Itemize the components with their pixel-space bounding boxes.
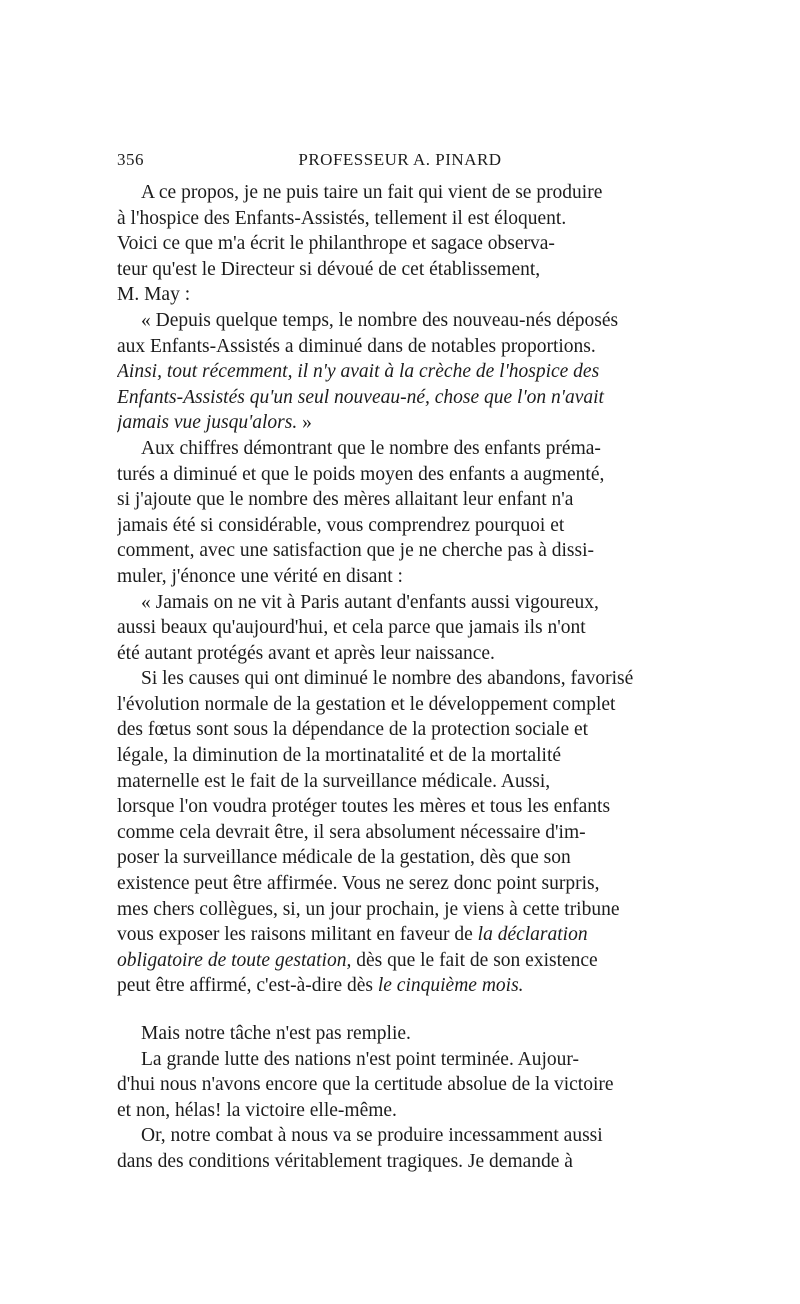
text-line: existence peut être affirmée. Vous ne serez donc point surpris, [117,873,600,895]
text-line: Ainsi, tout récemment, il n'y avait à la crèche de l'hospice des [117,361,600,383]
text-line: mes chers collègues, si, un jour prochain, je viens à cette tribune [117,898,620,920]
text-line: M. May : [117,284,191,306]
italic-text: la déclaration [477,924,588,946]
text-line: des fœtus sont sous la dépendance de la protection sociale et [117,719,589,741]
text-line: poser la surveillance médicale de la gestation, dès que son [117,847,571,869]
text-line: été autant protégés avant et après leur naissance. [117,642,495,664]
text-line: aux Enfants-Assistés a diminué dans de notables proportions. [117,335,596,357]
plain-text: peut être affirmé, c'est-à-dire dès [117,975,378,997]
text-line: légale, la diminution de la mortinatalité et de la mortalité [117,745,562,767]
text-line: Enfants-Assistés qu'un seul nouveau-né, chose que l'on n'avait [117,386,604,408]
text-line: et non, hélas! la victoire elle-même. [117,1099,397,1121]
text-line: Mais notre tâche n'est pas remplie. [141,1023,411,1044]
paragraph-gap [117,999,683,1021]
body-text [117,180,683,1175]
text-line: La grande lutte des nations n'est point terminée. Aujour- [141,1048,579,1070]
text-line: lorsque l'on voudra protéger toutes les mères et tous les enfants [117,796,611,818]
text-line [117,410,683,436]
text-line: Aux chiffres démontrant que le nombre des enfants préma- [141,437,601,459]
text-line: « Depuis quelque temps, le nombre des nouveau-nés déposés [141,309,619,331]
text-line: teur qu'est le Directeur si dévoué de cet établissement, [117,258,541,280]
italic-text: jamais vue jusqu'alors. [117,412,298,434]
text-line: dans des conditions véritablement tragiques. Je demande à [117,1150,573,1172]
text-line: « Jamais on ne vit à Paris autant d'enfants aussi vigoureux, [141,591,599,613]
text-line: à l'hospice des Enfants-Assistés, tellement il est éloquent. [117,207,567,229]
text-line: d'hui nous n'avons encore que la certitude absolue de la victoire [117,1074,614,1096]
text-line: muler, j'énonce une vérité en disant : [117,565,403,587]
text-line: comme cela devrait être, il sera absolument nécessaire d'im- [117,821,586,843]
running-head [117,150,683,174]
text-line: maternelle est le fait de la surveillance médicale. Aussi, [117,770,551,792]
italic-text: le cinquième mois. [377,975,524,997]
plain-text: vous exposer les raisons militant en faveur de [117,924,473,946]
running-title: PROFESSEUR A. PINARD [298,150,502,169]
text-line: aussi beaux qu'aujourd'hui, et cela parce que jamais ils n'ont [117,617,586,639]
text-line: Si les causes qui ont diminué le nombre des abandons, favorisé [141,668,634,690]
text-line: Or, notre combat à nous va se produire incessamment aussi [141,1125,603,1147]
text-line [117,922,683,948]
text-line: si j'ajoute que le nombre des mères allaitant leur enfant n'a [117,489,574,511]
text-line: comment, avec une satisfaction que je ne cherche pas à dissi- [117,540,595,562]
text-line [117,948,683,974]
text-line: Voici ce que m'a écrit le philanthrope et sagace observa- [117,233,555,255]
text-line [117,973,683,999]
plain-text: dès que le fait de son existence [351,949,598,971]
closing-quote: » [297,412,312,434]
text-line: l'évolution normale de la gestation et le développement complet [117,693,616,715]
page-number: 356 [117,150,144,169]
text-line: jamais été si considérable, vous comprendrez pourquoi et [117,514,565,536]
text-line: A ce propos, je ne puis taire un fait qui vient de se produire [141,182,603,203]
italic-text: obligatoire de toute gestation, [117,949,352,971]
text-line: turés a diminué et que le poids moyen des enfants a augmenté, [117,463,605,485]
